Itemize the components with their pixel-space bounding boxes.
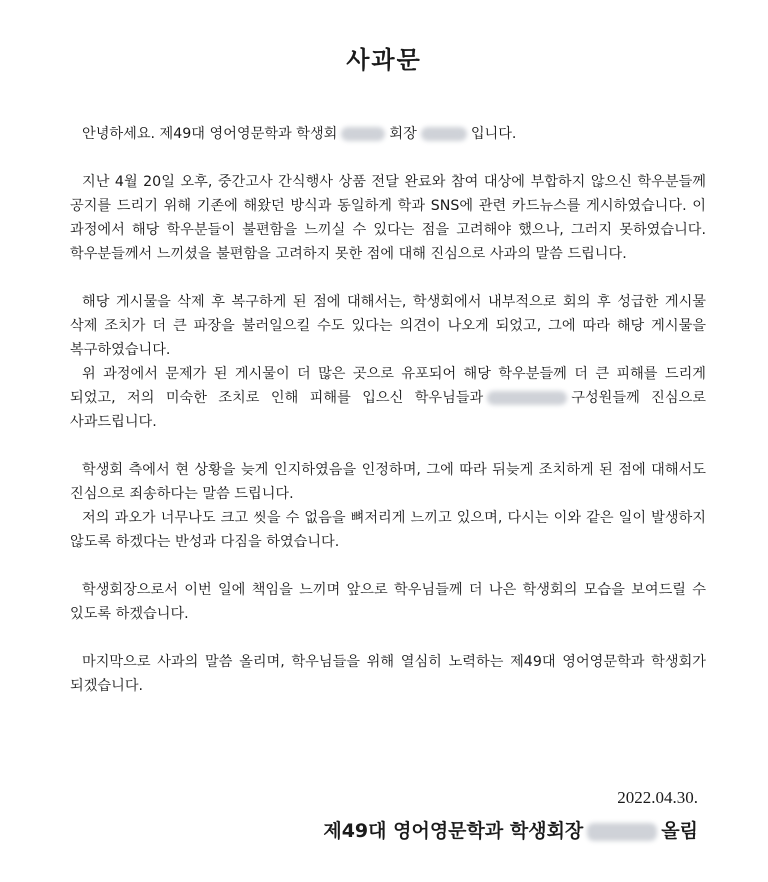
paragraph-harm xyxy=(70,362,706,434)
redacted-university-name xyxy=(487,391,567,405)
greeting-paragraph xyxy=(70,122,706,146)
greeting-text-3: 입니다. xyxy=(470,126,517,142)
paragraph-gap xyxy=(70,434,706,458)
paragraph-gap xyxy=(70,146,706,170)
document-title: 사과문 xyxy=(346,46,422,74)
paragraph-closing: 마지막으로 사과의 말씀 올리며, 학우님들을 위해 열심히 노력하는 제49대 영어영문학과 학생회가 되겠습니다. xyxy=(70,654,706,694)
redacted-signature-name xyxy=(587,823,657,841)
redacted-president-name xyxy=(421,127,467,141)
paragraph-gap xyxy=(70,266,706,290)
paragraph-late-action: 학생회 측에서 현 상황을 늦게 인지하였음을 인정하며, 그에 따라 뒤늦게 조치하게 된 점에 대해서도 진심으로 죄송하다는 말씀 드립니다. xyxy=(70,462,706,502)
signature-prefix: 제49대 영어영문학과 학생회장 xyxy=(323,820,584,842)
greeting-text-1: 안녕하세요. 제49대 영어영문학과 학생회 xyxy=(82,126,338,142)
paragraph-gap xyxy=(70,626,706,650)
signature-suffix: 올림 xyxy=(661,820,698,842)
paragraph-incident: 지난 4월 20일 오후, 중간고사 간식행사 상품 전달 완료와 참여 대상에 부합하지 않으신 학우분들께 공지를 드리기 위해 기존에 해왔던 방식과 동일하게 학과 SNS에 관련 카드뉴스를 게시하였습니다. 이 과정에서 해당 학우분들이 불편함을 느끼실 수 있다는 점을 고려해야 했으나, 그러지 못하였습니다. 학우분들께서 느끼셨을 불편함을 고려하지 못한 점에 대해 진심으로 사과의 말씀 드립니다. xyxy=(70,174,706,262)
greeting-text-2: 회장 xyxy=(389,126,417,142)
redacted-council-name xyxy=(341,127,385,141)
paragraph-responsibility: 학생회장으로서 이번 일에 책임을 느끼며 앞으로 학우님들께 더 나은 학생회의 모습을 보여드릴 수 있도록 하겠습니다. xyxy=(70,582,706,622)
harm-text-2: 구성원들께 진심으로 사과드립니다. xyxy=(70,390,706,430)
letter-body xyxy=(70,122,706,698)
paragraph-restore: 해당 게시물을 삭제 후 복구하게 된 점에 대해서는, 학생회에서 내부적으로 회의 후 성급한 게시물 삭제 조치가 더 큰 파장을 불러일으킬 수도 있다는 의견이 나오게 되었고, 그에 따라 해당 게시물을 복구하였습니다. xyxy=(70,294,706,358)
harm-text-1: 위 과정에서 문제가 된 게시물이 더 많은 곳으로 유포되어 해당 학우분들께 더 큰 피해를 드리게 되었고, 저의 미숙한 조치로 인해 피해를 입으신 학우님들과 xyxy=(70,366,706,406)
document-date: 2022.04.30. xyxy=(617,788,698,807)
paragraph-gap xyxy=(70,554,706,578)
signature-line xyxy=(323,816,698,843)
paragraph-reflection: 저의 과오가 너무나도 크고 씻을 수 없음을 뼈저리게 느끼고 있으며, 다시는 이와 같은 일이 발생하지 않도록 하겠다는 반성과 다짐을 하였습니다. xyxy=(70,510,706,550)
